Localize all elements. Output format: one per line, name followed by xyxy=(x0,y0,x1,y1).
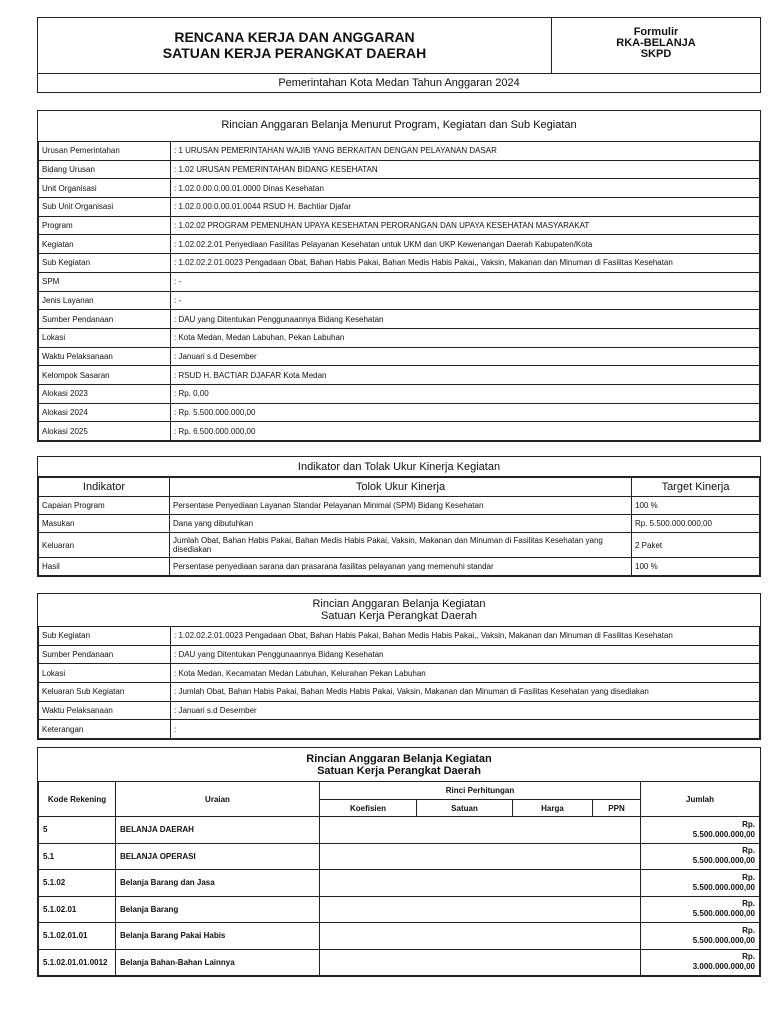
program-info-row xyxy=(39,142,760,161)
budget-empty-cell xyxy=(513,896,593,923)
program-info-label: Waktu Pelaksanaan xyxy=(39,347,171,366)
program-info-value: : RSUD H. BACTIAR DJAFAR Kota Medan xyxy=(171,366,760,385)
program-info-row xyxy=(39,272,760,291)
indicator-row xyxy=(39,497,760,515)
header-ppn: PPN xyxy=(593,800,641,817)
budget-amount xyxy=(641,949,760,976)
program-info-label: Jenis Layanan xyxy=(39,291,171,310)
budget-empty-cell xyxy=(320,896,417,923)
program-info-value: : Rp. 5.500.000.000,00 xyxy=(171,403,760,422)
budget-empty-cell xyxy=(417,843,513,870)
program-info-row xyxy=(39,216,760,235)
budget-account-code: 5.1.02 xyxy=(39,870,116,897)
budget-description: Belanja Barang dan Jasa xyxy=(116,870,320,897)
header-harga: Harga xyxy=(513,800,593,817)
program-info-label: Alokasi 2024 xyxy=(39,403,171,422)
budget-description: Belanja Bahan-Bahan Lainnya xyxy=(116,949,320,976)
form-code-line: RKA-BELANJA xyxy=(616,37,696,49)
budget-empty-cell xyxy=(320,870,417,897)
title-line-2: SATUAN KERJA PERANGKAT DAERAH xyxy=(162,45,427,61)
activity-info-label: Sumber Pendanaan xyxy=(39,645,171,664)
indicator-name: Keluaran xyxy=(39,533,170,558)
header-kode-rekening: Kode Rekening xyxy=(39,782,116,817)
indicator-target: Rp. 5.500.000.000,00 xyxy=(632,515,760,533)
budget-amount-value: 5.500.000.000,00 xyxy=(692,909,755,919)
program-info-value: : - xyxy=(171,272,760,291)
program-section-title: Rincian Anggaran Belanja Menurut Program, Kegiatan dan Sub Kegiatan xyxy=(221,119,577,131)
budget-section-title xyxy=(38,748,760,781)
header-satuan: Satuan xyxy=(417,800,513,817)
header-koefisien: Koefisien xyxy=(320,800,417,817)
program-info-value: : 1.02 URUSAN PEMERINTAHAN BIDANG KESEHATAN xyxy=(171,160,760,179)
budget-amount-currency: Rp. xyxy=(742,952,755,962)
program-info-label: Lokasi xyxy=(39,328,171,347)
indicator-row xyxy=(39,533,760,558)
program-info-row xyxy=(39,160,760,179)
budget-amount-value: 3.000.000.000,00 xyxy=(692,962,755,972)
budget-amount xyxy=(641,896,760,923)
indicator-name: Capaian Program xyxy=(39,497,170,515)
program-info-label: Alokasi 2025 xyxy=(39,422,171,441)
budget-row xyxy=(39,870,760,897)
budget-description: Belanja Barang Pakai Habis xyxy=(116,923,320,950)
program-info-value: : 1.02.02.2.01 Penyediaan Fasilitas Pelayanan Kesehatan untuk UKM dan UKP Kewenangan Daerah Kabupaten/Kota xyxy=(171,235,760,254)
budget-empty-cell xyxy=(417,870,513,897)
indicator-target: 2 Paket xyxy=(632,533,760,558)
budget-description: Belanja Barang xyxy=(116,896,320,923)
indicator-section xyxy=(37,456,761,577)
budget-empty-cell xyxy=(417,896,513,923)
program-info-value: : Kota Medan, Medan Labuhan, Pekan Labuhan xyxy=(171,328,760,347)
budget-empty-cell xyxy=(320,923,417,950)
program-info-label: Urusan Pemerintahan xyxy=(39,142,171,161)
activity-info-label: Sub Kegiatan xyxy=(39,627,171,646)
form-header xyxy=(37,17,761,93)
program-info-row xyxy=(39,254,760,273)
activity-info-row xyxy=(39,664,760,683)
indicator-name: Masukan xyxy=(39,515,170,533)
program-info-row xyxy=(39,291,760,310)
budget-row xyxy=(39,817,760,844)
program-info-label: Sub Unit Organisasi xyxy=(39,198,171,217)
program-info-label: Unit Organisasi xyxy=(39,179,171,198)
budget-amount-value: 5.500.000.000,00 xyxy=(692,829,755,839)
program-info-label: Sumber Pendanaan xyxy=(39,310,171,329)
indicator-target: 100 % xyxy=(632,558,760,576)
activity-info-row xyxy=(39,645,760,664)
header-indikator: Indikator xyxy=(39,478,170,497)
budget-empty-cell xyxy=(593,843,641,870)
program-info-row xyxy=(39,328,760,347)
program-info-value: : Rp. 6.500.000.000,00 xyxy=(171,422,760,441)
activity-info-value: : Kota Medan, Kecamatan Medan Labuhan, Kelurahan Pekan Labuhan xyxy=(171,664,760,683)
indicator-name: Hasil xyxy=(39,558,170,576)
program-info-label: Program xyxy=(39,216,171,235)
document-title xyxy=(38,18,552,73)
activity-table xyxy=(38,626,760,739)
program-info-label: Alokasi 2023 xyxy=(39,384,171,403)
program-section xyxy=(37,110,761,442)
budget-empty-cell xyxy=(417,949,513,976)
budget-empty-cell xyxy=(513,949,593,976)
activity-title-line-2: Satuan Kerja Perangkat Daerah xyxy=(321,610,477,622)
program-info-value: : Januari s.d Desember xyxy=(171,347,760,366)
budget-empty-cell xyxy=(593,870,641,897)
activity-info-value: : 1.02.02.2.01.0023 Pengadaan Obat, Bahan Habis Pakai, Bahan Medis Habis Pakai,, Vaksin, Makanan dan Minuman di Fasilitas Kesehatan xyxy=(171,627,760,646)
budget-section xyxy=(37,747,761,977)
activity-info-row xyxy=(39,683,760,702)
indicator-header-row xyxy=(39,478,760,497)
activity-section-title xyxy=(38,594,760,626)
budget-description: BELANJA DAERAH xyxy=(116,817,320,844)
program-info-row xyxy=(39,384,760,403)
budget-empty-cell xyxy=(417,817,513,844)
program-info-row xyxy=(39,235,760,254)
program-info-row xyxy=(39,422,760,441)
budget-amount-currency: Rp. xyxy=(742,819,755,829)
budget-amount xyxy=(641,923,760,950)
activity-info-value: : Januari s.d Desember xyxy=(171,701,760,720)
activity-info-row xyxy=(39,627,760,646)
budget-table xyxy=(38,781,760,976)
budget-empty-cell xyxy=(513,923,593,950)
program-info-value: : 1.02.02.2.01.0023 Pengadaan Obat, Bahan Habis Pakai, Bahan Medis Habis Pakai,, Vaksin, Makanan dan Minuman di Fasilitas Kesehatan xyxy=(171,254,760,273)
budget-amount-currency: Rp. xyxy=(742,846,755,856)
activity-info-value: : xyxy=(171,720,760,739)
program-info-value: : - xyxy=(171,291,760,310)
budget-empty-cell xyxy=(513,817,593,844)
budget-empty-cell xyxy=(593,923,641,950)
program-info-row xyxy=(39,179,760,198)
activity-info-value: : DAU yang Ditentukan Penggunaannya Bidang Kesehatan xyxy=(171,645,760,664)
program-table xyxy=(38,141,760,441)
budget-empty-cell xyxy=(513,843,593,870)
budget-empty-cell xyxy=(593,896,641,923)
program-info-value: : 1.02.02 PROGRAM PEMENUHAN UPAYA KESEHATAN PERORANGAN DAN UPAYA KESEHATAN MASYARAKAT xyxy=(171,216,760,235)
program-info-row xyxy=(39,366,760,385)
indicator-measure: Persentase Penyediaan Layanan Standar Pelayanan Minimal (SPM) Bidang Kesehatan xyxy=(170,497,632,515)
program-info-label: Kegiatan xyxy=(39,235,171,254)
budget-empty-cell xyxy=(320,843,417,870)
budget-row xyxy=(39,923,760,950)
budget-row xyxy=(39,896,760,923)
program-info-label: Sub Kegiatan xyxy=(39,254,171,273)
program-info-value: : Rp. 0,00 xyxy=(171,384,760,403)
budget-header-row-1 xyxy=(39,782,760,800)
budget-empty-cell xyxy=(593,949,641,976)
program-info-value: : 1.02.0.00.0.00.01.0000 Dinas Kesehatan xyxy=(171,179,760,198)
header-uraian: Uraian xyxy=(116,782,320,817)
program-info-label: Kelompok Sasaran xyxy=(39,366,171,385)
budget-row xyxy=(39,949,760,976)
program-info-row xyxy=(39,310,760,329)
activity-title-line-1: Rincian Anggaran Belanja Kegiatan xyxy=(312,598,486,610)
budget-description: BELANJA OPERASI xyxy=(116,843,320,870)
program-info-label: SPM xyxy=(39,272,171,291)
activity-info-label: Waktu Pelaksanaan xyxy=(39,701,171,720)
budget-amount-currency: Rp. xyxy=(742,872,755,882)
budget-empty-cell xyxy=(320,817,417,844)
header-rinci-perhitungan: Rinci Perhitungan xyxy=(320,782,641,800)
budget-amount-currency: Rp. xyxy=(742,925,755,935)
budget-amount xyxy=(641,817,760,844)
indicator-table xyxy=(38,477,760,576)
indicator-section-title: Indikator dan Tolak Ukur Kinerja Kegiatan xyxy=(38,457,760,477)
budget-account-code: 5 xyxy=(39,817,116,844)
budget-title-line-1: Rincian Anggaran Belanja Kegiatan xyxy=(306,753,492,765)
program-info-value: : 1.02.0.00.0.00.01.0044 RSUD H. Bachtiar Djafar xyxy=(171,198,760,217)
form-code xyxy=(552,18,760,73)
form-unit: SKPD xyxy=(640,48,672,60)
indicator-measure: Jumlah Obat, Bahan Habis Pakai, Bahan Medis Habis Pakai, Vaksin, Makanan dan Minuman di Fasilitas Kesehatan yang disediakan xyxy=(170,533,632,558)
budget-account-code: 5.1 xyxy=(39,843,116,870)
budget-amount-value: 5.500.000.000,00 xyxy=(692,882,755,892)
program-info-row xyxy=(39,198,760,217)
activity-info-label: Keluaran Sub Kegiatan xyxy=(39,683,171,702)
budget-empty-cell xyxy=(513,870,593,897)
budget-account-code: 5.1.02.01.01.0012 xyxy=(39,949,116,976)
budget-title-line-2: Satuan Kerja Perangkat Daerah xyxy=(317,765,481,777)
indicator-row xyxy=(39,515,760,533)
activity-info-row xyxy=(39,720,760,739)
budget-amount xyxy=(641,870,760,897)
budget-row xyxy=(39,843,760,870)
budget-empty-cell xyxy=(593,817,641,844)
program-info-label: Bidang Urusan xyxy=(39,160,171,179)
budget-account-code: 5.1.02.01.01 xyxy=(39,923,116,950)
form-label: Formulir xyxy=(633,26,679,38)
activity-info-row xyxy=(39,701,760,720)
fiscal-year-subtitle: Pemerintahan Kota Medan Tahun Anggaran 2024 xyxy=(38,73,760,92)
title-line-1: RENCANA KERJA DAN ANGGARAN xyxy=(174,29,415,45)
indicator-measure: Persentase penyediaan sarana dan prasarana fasilitas pelayanan yang memenuhi standar xyxy=(170,558,632,576)
program-info-value: : 1 URUSAN PEMERINTAHAN WAJIB YANG BERKAITAN DENGAN PELAYANAN DASAR xyxy=(171,142,760,161)
budget-amount-value: 5.500.000.000,00 xyxy=(692,856,755,866)
header-jumlah: Jumlah xyxy=(641,782,760,817)
budget-amount xyxy=(641,843,760,870)
indicator-measure: Dana yang dibutuhkan xyxy=(170,515,632,533)
indicator-target: 100 % xyxy=(632,497,760,515)
activity-info-value: : Jumlah Obat, Bahan Habis Pakai, Bahan Medis Habis Pakai, Vaksin, Makanan dan Minuman di Fasilitas Kesehatan yang disediakan xyxy=(171,683,760,702)
budget-amount-currency: Rp. xyxy=(742,899,755,909)
indicator-row xyxy=(39,558,760,576)
budget-account-code: 5.1.02.01 xyxy=(39,896,116,923)
header-tolok-ukur: Tolok Ukur Kinerja xyxy=(170,478,632,497)
program-info-row xyxy=(39,403,760,422)
header-target: Target Kinerja xyxy=(632,478,760,497)
activity-info-label: Lokasi xyxy=(39,664,171,683)
activity-info-label: Keterangan xyxy=(39,720,171,739)
program-info-row xyxy=(39,347,760,366)
budget-amount-value: 5.500.000.000,00 xyxy=(692,935,755,945)
program-info-value: : DAU yang Ditentukan Penggunaannya Bidang Kesehatan xyxy=(171,310,760,329)
budget-empty-cell xyxy=(320,949,417,976)
budget-empty-cell xyxy=(417,923,513,950)
activity-section xyxy=(37,593,761,740)
